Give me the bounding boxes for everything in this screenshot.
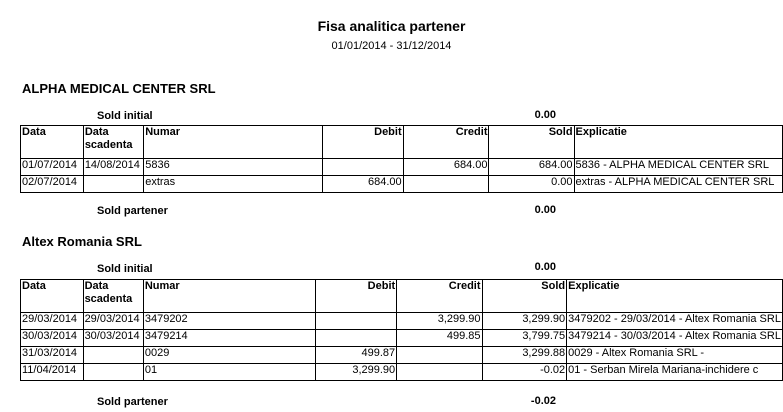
sold-initial-label: Sold initial [97,110,153,122]
col-data-scadenta: Data scadenta [83,280,143,313]
col-data: Data [21,280,84,313]
table-row [21,330,783,347]
cell-numar: 3479214 [143,330,316,347]
cell-scadenta: 14/08/2014 [83,159,143,176]
sold-partener-value: -0.02 [530,395,556,407]
cell-data: 31/03/2014 [21,347,84,364]
table-row [21,347,783,364]
cell-credit: 3,299.90 [397,313,482,330]
col-numar: Numar [143,280,316,313]
cell-data: 29/03/2014 [21,313,84,330]
ledger-table [20,279,783,381]
col-credit: Credit [397,280,482,313]
partner-name: ALPHA MEDICAL CENTER SRL [22,81,216,96]
cell-explicatie: 5836 - ALPHA MEDICAL CENTER SRL [574,159,782,176]
cell-sold: 3,299.88 [482,347,567,364]
sold-partener-value: 0.00 [534,204,556,216]
cell-numar: 0029 [143,347,316,364]
table-header-row [21,280,783,313]
col-debit: Debit [316,280,397,313]
cell-data: 30/03/2014 [21,330,84,347]
cell-data: 02/07/2014 [21,176,84,193]
cell-numar: 3479202 [143,313,316,330]
ledger-table [20,125,783,193]
cell-debit [316,313,397,330]
cell-scadenta [83,364,143,381]
cell-credit: 499.85 [397,330,482,347]
cell-sold: 3,299.90 [482,313,567,330]
cell-credit [397,347,482,364]
cell-numar: extras [144,176,322,193]
cell-explicatie: 3479202 - 29/03/2014 - Altex Romania SRL [567,313,783,330]
cell-debit [322,159,403,176]
table-header-row [21,126,783,159]
table-row [21,313,783,330]
sold-initial-label: Sold initial [97,263,153,275]
cell-debit: 499.87 [316,347,397,364]
sold-initial-value: 0.00 [534,109,556,121]
cell-numar: 5836 [144,159,322,176]
sold-partener-label: Sold partener [97,205,168,217]
cell-sold: -0.02 [482,364,567,381]
cell-scadenta: 29/03/2014 [83,313,143,330]
table-row [21,364,783,381]
cell-data: 11/04/2014 [21,364,84,381]
col-data-scadenta: Data scadenta [83,126,143,159]
cell-debit [316,330,397,347]
cell-explicatie: extras - ALPHA MEDICAL CENTER SRL [574,176,782,193]
table-row [21,159,783,176]
cell-credit [397,364,482,381]
cell-credit [403,176,489,193]
cell-data: 01/07/2014 [21,159,84,176]
col-data: Data [21,126,84,159]
cell-scadenta [83,347,143,364]
report-title: Fisa analitica partener [317,18,466,34]
col-explicatie: Explicatie [567,280,783,313]
cell-sold: 684.00 [489,159,574,176]
col-numar: Numar [144,126,322,159]
cell-scadenta [83,176,143,193]
cell-debit: 684.00 [322,176,403,193]
partner-name: Altex Romania SRL [22,234,142,249]
col-sold: Sold [482,280,567,313]
sold-partener-label: Sold partener [97,396,168,408]
cell-sold: 0.00 [489,176,574,193]
cell-sold: 3,799.75 [482,330,567,347]
cell-debit: 3,299.90 [316,364,397,381]
cell-numar: 01 [143,364,316,381]
cell-explicatie: 0029 - Altex Romania SRL - [567,347,783,364]
col-credit: Credit [403,126,489,159]
report-period: 01/01/2014 - 31/12/2014 [331,40,452,52]
cell-explicatie: 3479214 - 30/03/2014 - Altex Romania SRL [567,330,783,347]
cell-scadenta: 30/03/2014 [83,330,143,347]
sold-initial-value: 0.00 [534,261,556,273]
cell-credit: 684.00 [403,159,489,176]
col-debit: Debit [322,126,403,159]
cell-explicatie: 01 - Serban Mirela Mariana-inchidere c [567,364,783,381]
col-sold: Sold [489,126,574,159]
col-explicatie: Explicatie [574,126,782,159]
table-row [21,176,783,193]
